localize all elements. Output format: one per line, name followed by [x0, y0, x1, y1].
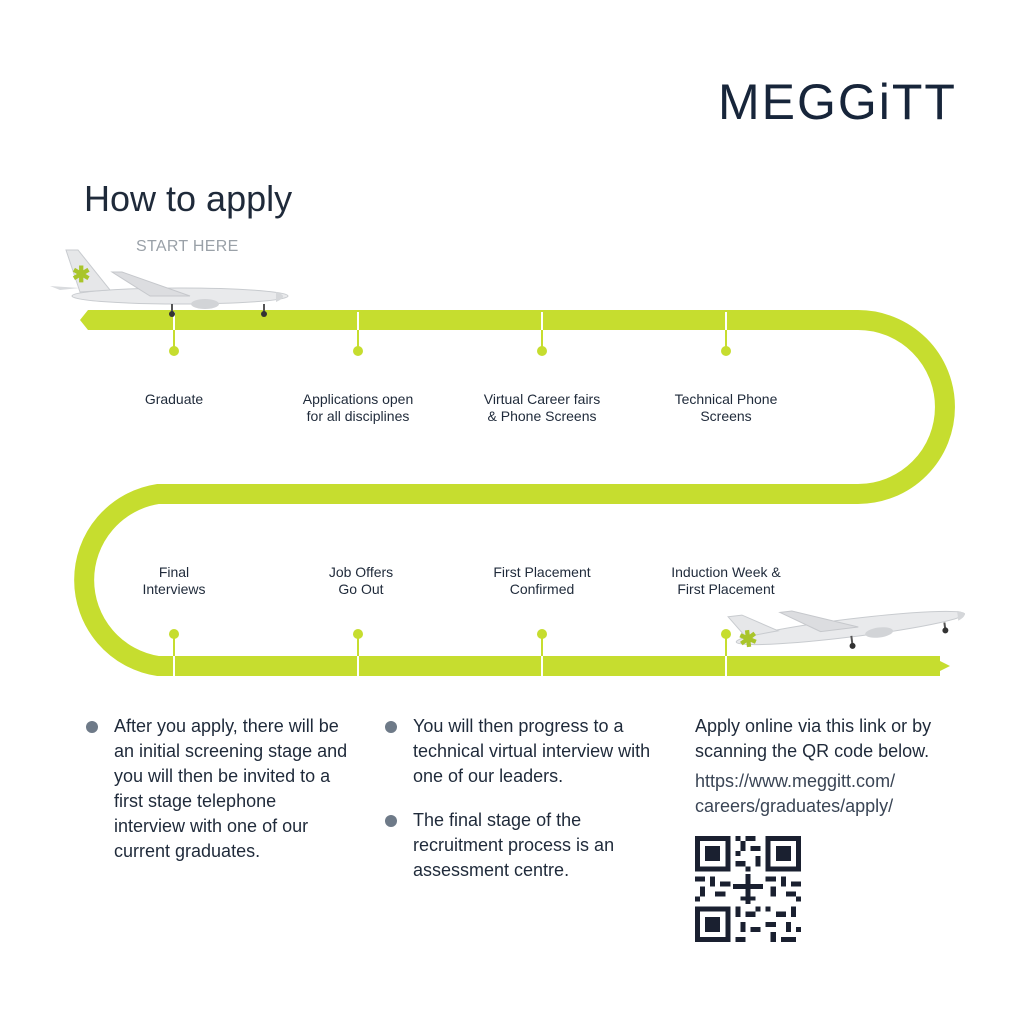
bullet-item: You will then progress to a technical virtual interview with one of our leaders. [385, 714, 653, 789]
bullet-item: After you apply, there will be an initial screening stage and you will then be invited to a first stage telephone interview with one of our current graduates. [86, 714, 348, 864]
apply-instructions: Apply online via this link or by scanning the QR code below. [695, 716, 932, 761]
step-induction-week: Induction Week & First Placement [671, 564, 781, 597]
step-graduate: Graduate [144, 391, 204, 407]
bullets-middle [385, 714, 653, 902]
step-technical-phone-screens: Technical Phone Screens [674, 391, 778, 424]
step-final-interviews: Final Interviews [142, 564, 206, 597]
airplane-icon [728, 588, 967, 663]
meggitt-logo: MEGGiTT [718, 74, 957, 130]
start-here-label: START HERE [136, 238, 239, 255]
step-first-placement-confirmed: First Placement Confirmed [493, 564, 591, 597]
bullet-item: The final stage of the recruitment process is an assessment centre. [385, 808, 653, 883]
svg-text:✱: ✱ [72, 262, 91, 287]
qr-code-icon[interactable] [695, 836, 801, 942]
step-job-offers: Job Offers Go Out [328, 564, 394, 597]
step-virtual-career-fairs: Virtual Career fairs & Phone Screens [483, 391, 601, 424]
route-path [80, 320, 945, 666]
airplane-icon [50, 250, 288, 317]
bullets-left [86, 714, 348, 883]
apply-link[interactable]: https://www.meggitt.com/ careers/graduates/apply/ [695, 771, 896, 816]
step-applications-open: Applications open for all disciplines [302, 391, 414, 424]
page-title: How to apply [84, 178, 293, 219]
svg-text:✱: ✱ [737, 625, 759, 653]
